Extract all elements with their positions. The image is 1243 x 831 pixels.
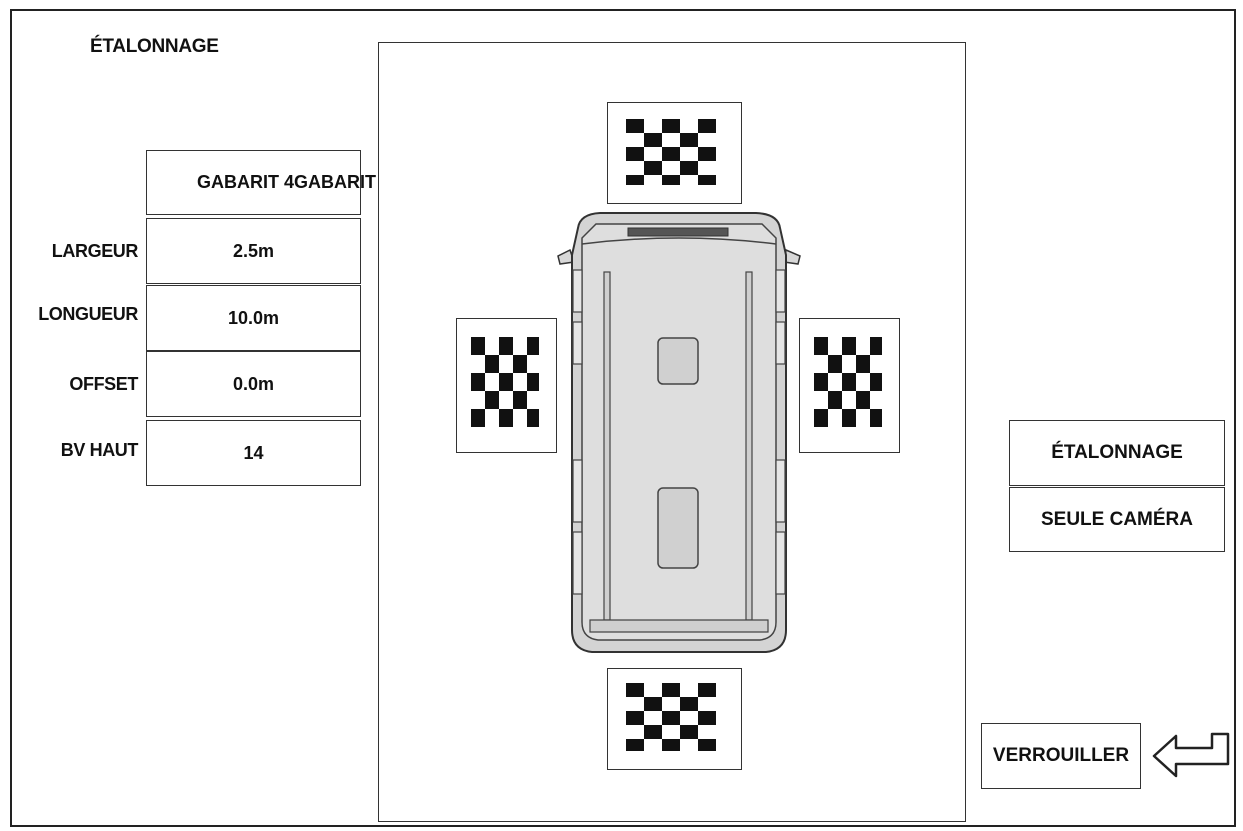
label-bv-haut: BV HAUT — [60, 440, 138, 460]
label-offset: OFFSET — [69, 374, 138, 394]
right-target — [799, 318, 900, 453]
largeur-field[interactable]: 2.5m — [146, 218, 361, 284]
longueur-field[interactable]: 10.0m — [146, 285, 361, 351]
offset-field[interactable]: 0.0m — [146, 351, 361, 417]
page-title: ÉTALONNAGE — [90, 36, 219, 57]
lock-button[interactable]: VERROUILLER — [981, 723, 1141, 789]
checkerboard-target-icon — [608, 103, 740, 202]
calibrate-button[interactable]: ÉTALONNAGE — [1009, 420, 1225, 486]
checkerboard-target-icon — [608, 669, 740, 768]
checkerboard-target-icon — [457, 319, 555, 451]
vehicle-top-view-icon — [556, 210, 802, 658]
rear-target — [607, 668, 742, 770]
left-target — [456, 318, 557, 453]
label-largeur: LARGEUR — [51, 241, 138, 261]
template-selector[interactable]: GABARIT 4GABARIT — [146, 150, 361, 215]
single-camera-button[interactable]: SEULE CAMÉRA — [1009, 487, 1225, 552]
label-longueur: LONGUEUR — [38, 304, 138, 324]
front-target — [607, 102, 742, 204]
checkerboard-target-icon — [800, 319, 898, 451]
bv-haut-field[interactable]: 14 — [146, 420, 361, 486]
return-arrow-icon[interactable] — [1150, 728, 1232, 784]
